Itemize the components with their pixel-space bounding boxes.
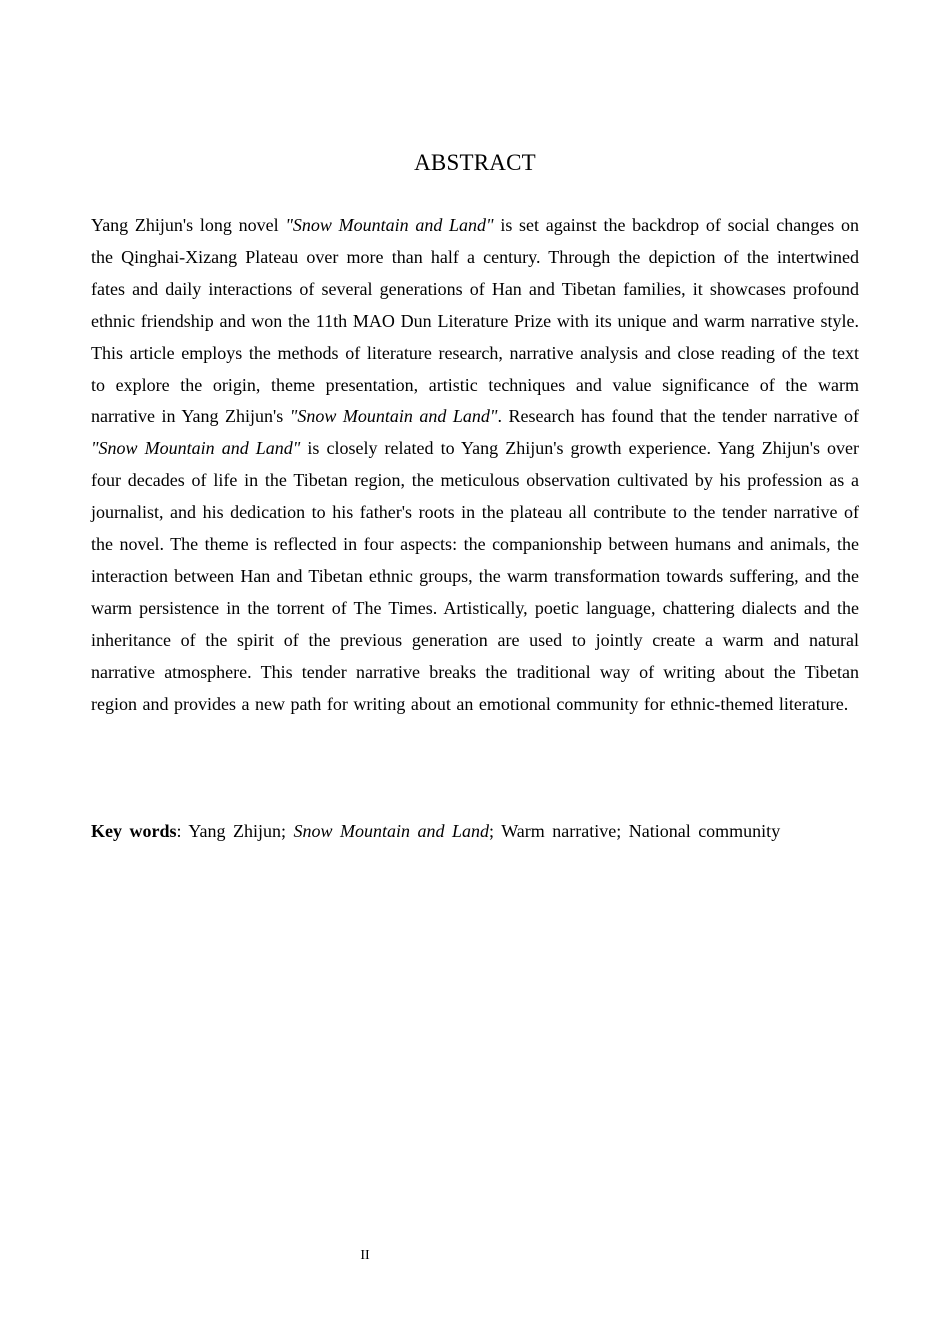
keywords-label: Key words bbox=[91, 821, 177, 841]
abstract-text: . Research has found that the tender narrative of bbox=[497, 406, 859, 427]
abstract-text: is closely related to Yang Zhijun's growth experience. Yang Zhijun's over four decades of life in the Tibetan region, the meticulous observation cultivated by his profession as a journalist, and his dedication to his father's roots in the plateau all contribute to the tender narrative of the novel. The theme is reflected in four aspects: the companionship between humans and animals, the interaction between Han and Tibetan ethnic groups, the warm transformation towards suffering, and the warm persistence in the torrent of The Times. Artistically, poetic language, chattering dialects and the inheritance of the spirit of the previous generation are used to jointly create a warm and natural narrative atmosphere. This tender narrative breaks the traditional way of writing about the Tibetan region and provides a new path for writing about an emotional community for ethnic-themed literature. bbox=[91, 438, 859, 714]
novel-title: "Snow Mountain and Land" bbox=[289, 406, 498, 427]
abstract-text: is set against the backdrop of social changes on the Qinghai-Xizang Plateau over more than half a century. Through the depiction of the intertwined fates and daily interactions of several generations of Han and Tibetan families, it showcases profound ethnic friendship and won the 11th MAO Dun Literature Prize with its unique and warm narrative style. This article employs the methods of literature research, narrative analysis and close reading of the text to explore the origin, theme presentation, artistic techniques and value significance of the warm narrative in Yang Zhijun's bbox=[91, 215, 859, 427]
abstract-body bbox=[91, 210, 859, 721]
abstract-heading: ABSTRACT bbox=[414, 150, 536, 175]
abstract-text: Yang Zhijun's long novel bbox=[91, 215, 286, 235]
keywords-line bbox=[91, 816, 871, 848]
novel-title: "Snow Mountain and Land" bbox=[91, 438, 301, 459]
keyword: Yang Zhijun; bbox=[188, 821, 294, 841]
page-number: II bbox=[360, 1248, 370, 1263]
keywords-separator: : bbox=[176, 821, 189, 841]
keyword: ; Warm narrative; National community bbox=[489, 821, 781, 841]
keyword-novel-title: Snow Mountain and Land bbox=[293, 821, 490, 841]
novel-title: "Snow Mountain and Land" bbox=[285, 215, 494, 235]
